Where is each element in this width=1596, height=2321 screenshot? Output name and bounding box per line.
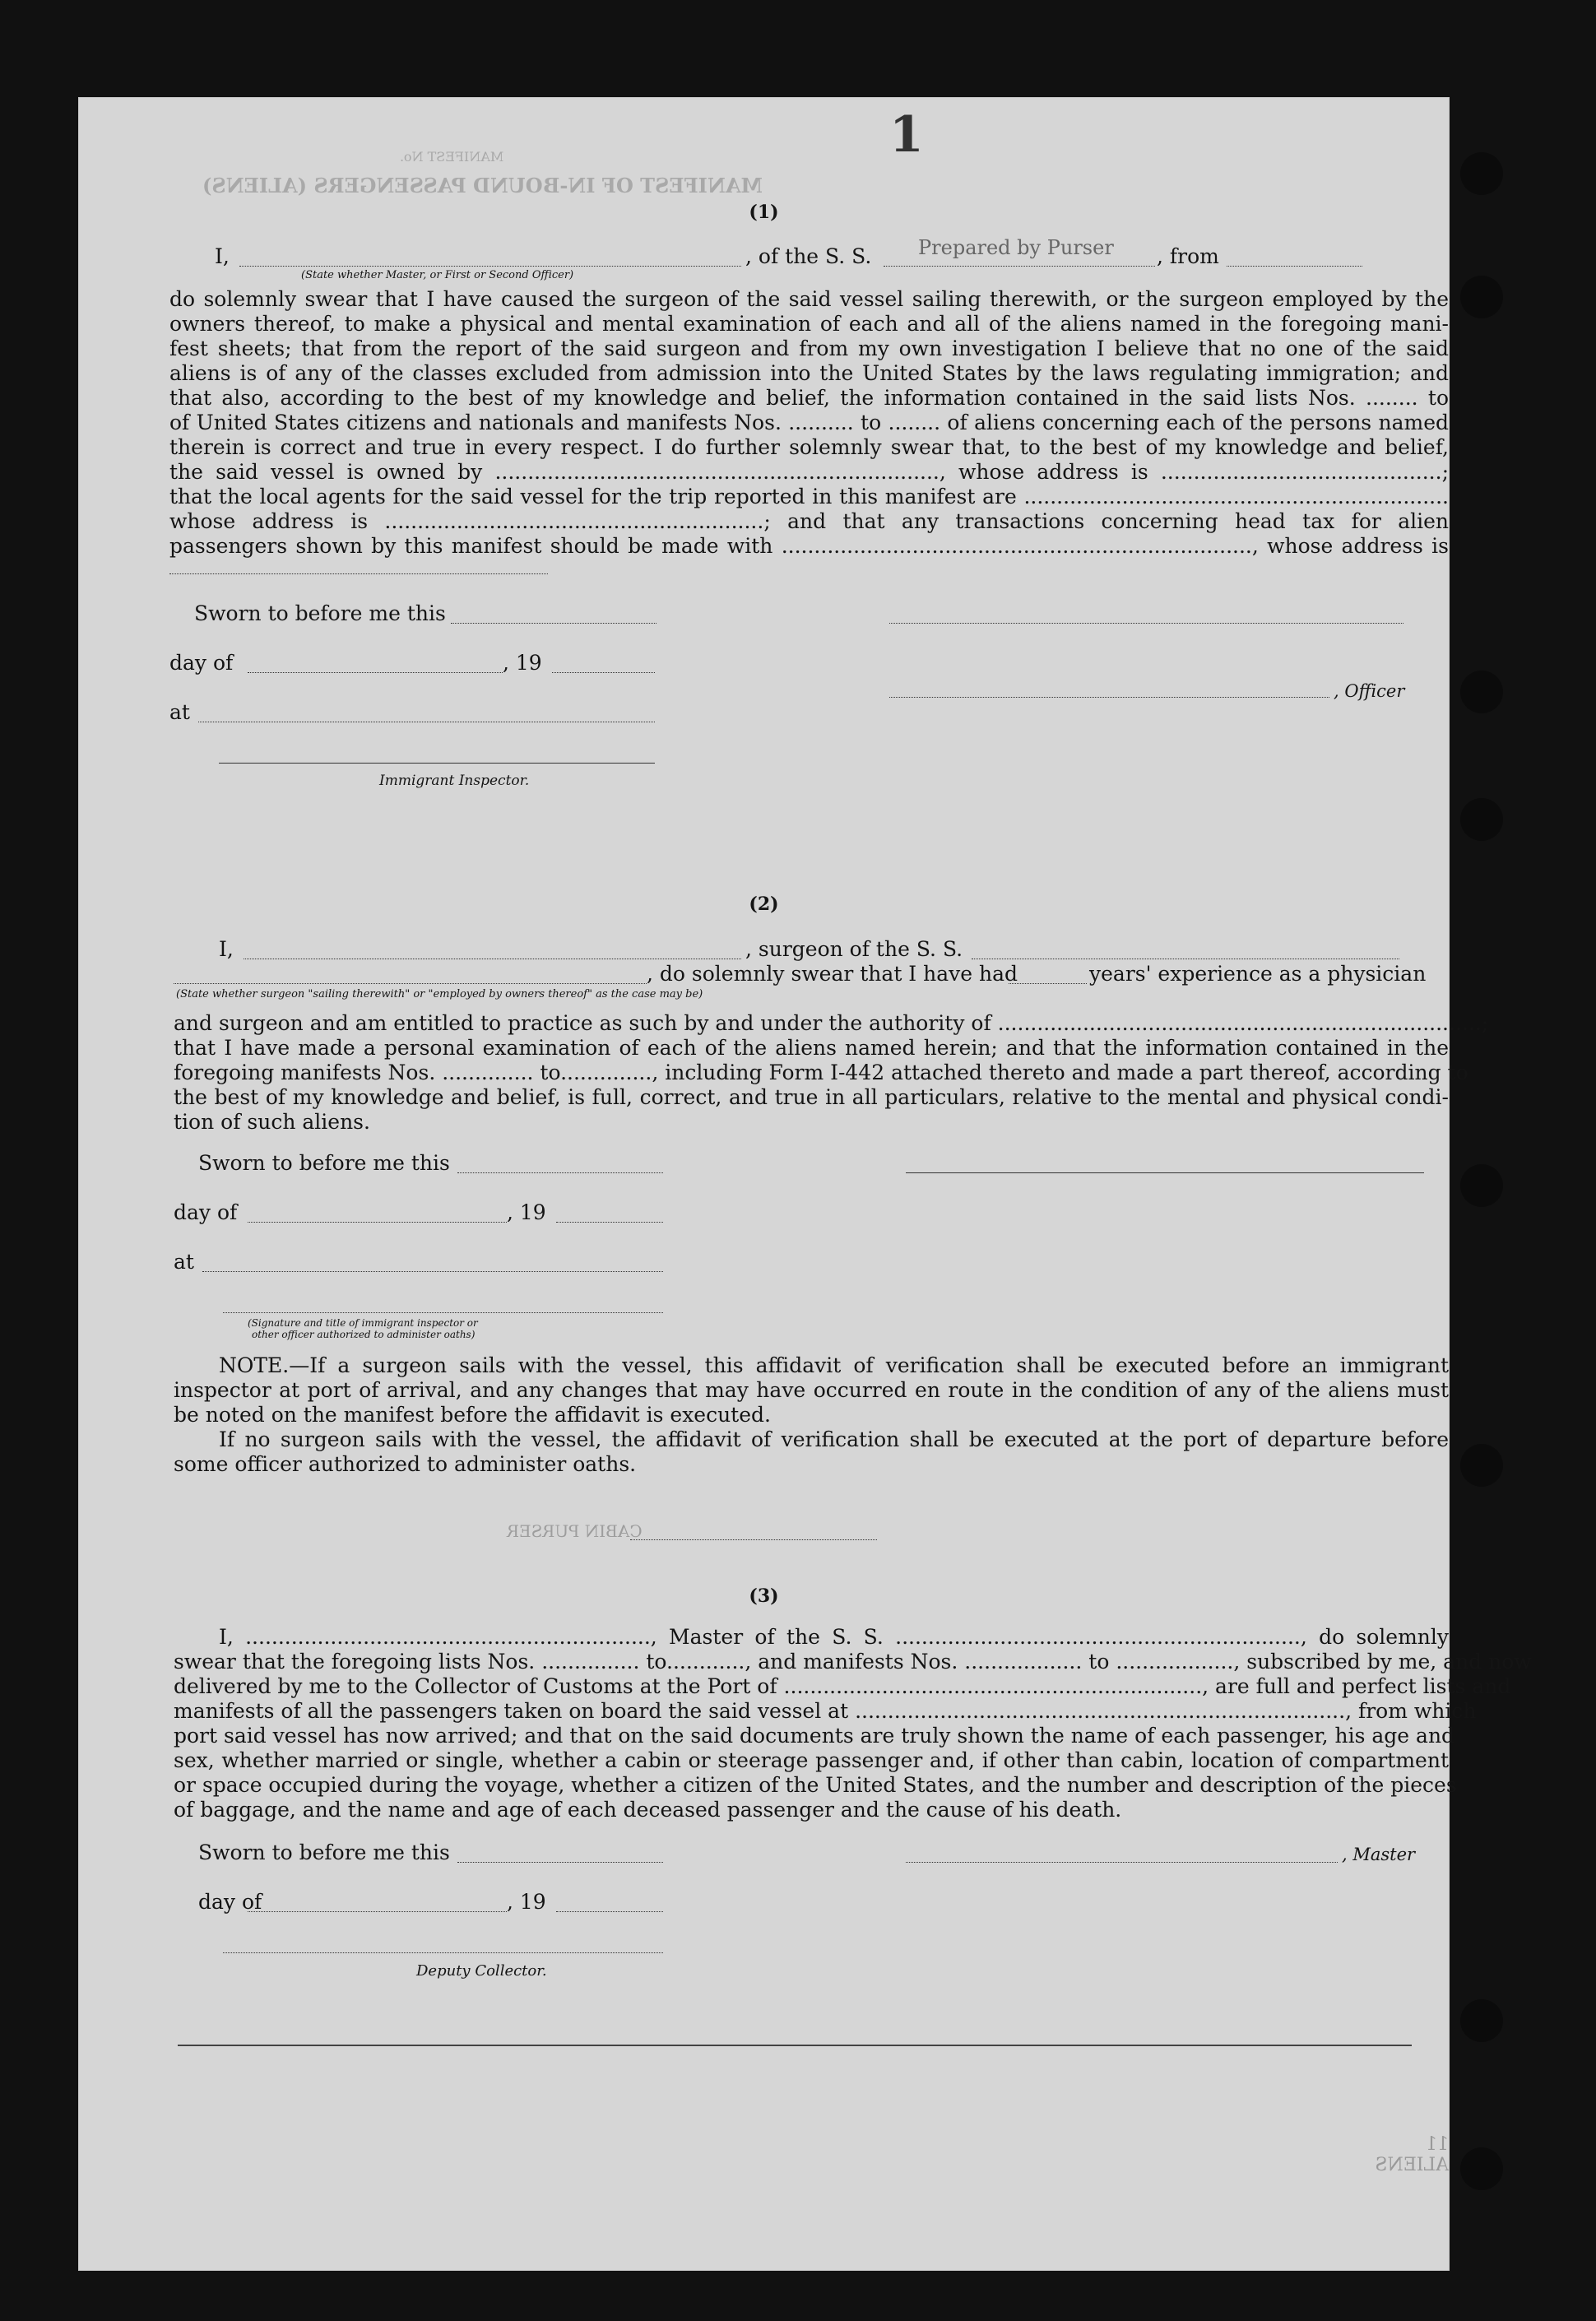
s1-day: day of	[169, 651, 234, 675]
s3-master-sign-field[interactable]	[906, 1862, 1338, 1863]
section1-number: (1)	[749, 202, 779, 223]
s2-surgeon-sign-line[interactable]	[906, 1172, 1424, 1173]
s2-note1: (State whether surgeon "sailing therewith" or "employed by owners thereof" as the case may be)	[176, 988, 703, 1000]
s1-year: , 19	[503, 651, 542, 675]
s3-master-label: , Master	[1342, 1845, 1416, 1864]
s1-line1-ss: , of the S. S.	[745, 244, 872, 268]
s1-p8: the said vessel is owned by ...................................................................., whose address is ...........................................;	[169, 460, 1449, 484]
s3-p4: manifests of all the passengers taken on board the said vessel at ..........................................................................., from which	[174, 1699, 1477, 1723]
section2-number: (2)	[749, 894, 779, 915]
s2-p1: and surgeon and am entitled to practice as such by and under the authority of ..........................................................................;	[174, 1011, 1489, 1035]
s2-years-field[interactable]	[1009, 983, 1087, 984]
s3-year-field[interactable]	[556, 1911, 663, 1912]
s1-officer-sign-field[interactable]	[889, 623, 1403, 624]
s3-p3: delivered by me to the Collector of Customs at the Port of ................................................................, are full and perfect lists and	[174, 1674, 1511, 1698]
s3-p2: swear that the foregoing lists Nos. ............... to............, and manifests Nos. .................. to .................., subscribed by me, and now	[174, 1650, 1532, 1673]
s2-p5: tion of such aliens.	[174, 1110, 370, 1134]
s1-p3: fest sheets; that from the report of the said surgeon and from my own investigation I believe that no one of the said	[169, 337, 1449, 360]
s2-day: day of	[174, 1200, 238, 1224]
s2-line1-i: I,	[219, 937, 234, 961]
s1-p5: that also, according to the best of my knowledge and belief, the information contained in the said lists Nos. ........ to	[169, 386, 1449, 410]
s2-sig-note2: other officer authorized to administer oaths)	[252, 1329, 476, 1340]
s1-p9: that the local agents for the said vessel for the trip reported in this manifest are .................................................................	[169, 485, 1449, 508]
purser-stamp: CABIN PURSER	[507, 1521, 643, 1541]
s2-line1-ss: , surgeon of the S. S.	[745, 937, 963, 961]
punch-hole-1	[1460, 152, 1503, 195]
s1-officer-label: , Officer	[1334, 681, 1405, 701]
s1-inspector-line[interactable]	[219, 763, 655, 764]
s1-inspector-label: Immigrant Inspector.	[379, 773, 530, 789]
s2-line2-swear: , do solemnly swear that I have had	[647, 962, 1018, 986]
s1-p11: passengers shown by this manifest should be made with ........................................................................, whose address is	[169, 534, 1449, 558]
handwritten-mark: 1	[889, 106, 924, 164]
s3-sworn: Sworn to before me this	[198, 1841, 450, 1864]
s1-at: at	[169, 700, 190, 724]
bleed-title: MANIFEST OF IN-BOUND PASSENGERS (ALIENS)	[202, 174, 763, 197]
punch-hole-2	[1460, 276, 1503, 318]
s2-status-field[interactable]	[174, 983, 647, 984]
s2-p3: foregoing manifests Nos. .............. to.............., including Form I-442 attached thereto and made a part thereof, according to	[174, 1061, 1468, 1084]
s2-at: at	[174, 1250, 194, 1274]
s3-day-field[interactable]	[248, 1911, 507, 1912]
s1-p6: of United States citizens and nationals and manifests Nos. .......... to ........ of aliens concerning each of the persons named	[169, 411, 1449, 434]
s1-p10: whose address is ..........................................................; and that any transactions concerning head tax for alien	[169, 509, 1449, 533]
s2-sworn-field[interactable]	[457, 1172, 663, 1173]
bottom-rule	[178, 2045, 1412, 2046]
s2-p4: the best of my knowledge and belief, is full, correct, and true in all particulars, relative to the mental and physical condi-	[174, 1085, 1449, 1109]
s2-p2: that I have made a personal examination of each of the aliens named herein; and that the information contained in the	[174, 1036, 1449, 1060]
s2-year-field[interactable]	[556, 1222, 663, 1223]
s1-note1: (State whether Master, or First or Second Officer)	[301, 269, 574, 281]
s1-p2: owners thereof, to make a physical and mental examination of each and all of the aliens named in the foregoing mani-	[169, 312, 1449, 336]
s1-p7: therein is correct and true in every respect. I do further solemnly swear that, to the best of my knowledge and belief,	[169, 435, 1449, 459]
bleed-aliens: 11 ALIENS	[1375, 2134, 1449, 2175]
s3-p6: sex, whether married or single, whether a cabin or steerage passenger and, if other than cabin, location of compartment	[174, 1748, 1449, 1772]
punch-hole-7	[1460, 1999, 1503, 2042]
section3-number: (3)	[749, 1585, 779, 1607]
s1-from-field[interactable]	[1227, 266, 1362, 267]
s2-day-field[interactable]	[248, 1222, 507, 1223]
punch-hole-8	[1460, 2147, 1503, 2190]
s2-inspector-line[interactable]	[223, 1312, 663, 1313]
s3-sworn-field[interactable]	[457, 1862, 663, 1863]
s1-line1-i: I,	[215, 244, 230, 268]
s1-sworn-field[interactable]	[451, 623, 656, 624]
s2-sig-note1: (Signature and title of immigrant inspector or	[248, 1317, 478, 1329]
s3-p8: of baggage, and the name and age of each deceased passenger and the cause of his death.	[174, 1798, 1122, 1822]
s3-p5: port said vessel has now arrived; and that on the said documents are truly shown the name of each passenger, his age and	[174, 1724, 1455, 1748]
s1-year-field[interactable]	[552, 672, 655, 673]
s3-collector-line[interactable]	[223, 1952, 663, 1953]
s1-address-field[interactable]	[169, 573, 548, 574]
s1-p1: do solemnly swear that I have caused the surgeon of the said vessel sailing therewith, or the surgeon employed by the	[169, 287, 1449, 311]
s3-collector-label: Deputy Collector.	[416, 1962, 547, 1980]
s1-sworn: Sworn to before me this	[194, 601, 446, 625]
prepared-by-stamp: Prepared by Purser	[918, 236, 1114, 259]
s2-note-a3: be noted on the manifest before the affidavit is executed.	[174, 1403, 771, 1427]
s3-day: day of	[198, 1890, 262, 1914]
s1-line1-from: , from	[1157, 244, 1219, 268]
s2-note-b1: If no surgeon sails with the vessel, the affidavit of verification shall be executed at the port of departure before	[219, 1427, 1449, 1451]
s2-line2-years: years' experience as a physician	[1089, 962, 1427, 986]
s3-year: , 19	[507, 1890, 546, 1914]
s1-master-field[interactable]	[239, 266, 741, 267]
s1-officer-field[interactable]	[889, 697, 1329, 698]
purser-sign-line[interactable]	[630, 1539, 877, 1540]
punch-hole-5	[1460, 1164, 1503, 1207]
bleed-manifest-no: MANIFEST No.	[400, 149, 504, 165]
s2-note-a2: inspector at port of arrival, and any changes that may have occurred en route in the condition of any of the aliens must	[174, 1378, 1449, 1402]
punch-hole-6	[1460, 1444, 1503, 1487]
manifest-page	[78, 97, 1532, 2271]
s2-sworn: Sworn to before me this	[198, 1151, 450, 1175]
s2-note-a1: NOTE.—If a surgeon sails with the vessel, this affidavit of verification shall be executed before an immigrant	[219, 1353, 1449, 1377]
s2-year: , 19	[507, 1200, 546, 1224]
s1-vessel-field[interactable]	[884, 266, 1155, 267]
punch-hole-3	[1460, 671, 1503, 713]
s3-p7: or space occupied during the voyage, whether a citizen of the United States, and the number and description of the pieces	[174, 1773, 1457, 1797]
s2-at-field[interactable]	[202, 1271, 663, 1272]
s1-day-field[interactable]	[248, 672, 503, 673]
punch-hole-4	[1460, 798, 1503, 841]
s3-p1: I, .............................................................., Master of the S. S. .............................................................., do solemnly	[219, 1625, 1449, 1649]
s2-note-b2: some officer authorized to administer oaths.	[174, 1452, 637, 1476]
s1-p4: aliens is of any of the classes excluded from admission into the United States by the laws regulating immigration; and	[169, 361, 1449, 385]
